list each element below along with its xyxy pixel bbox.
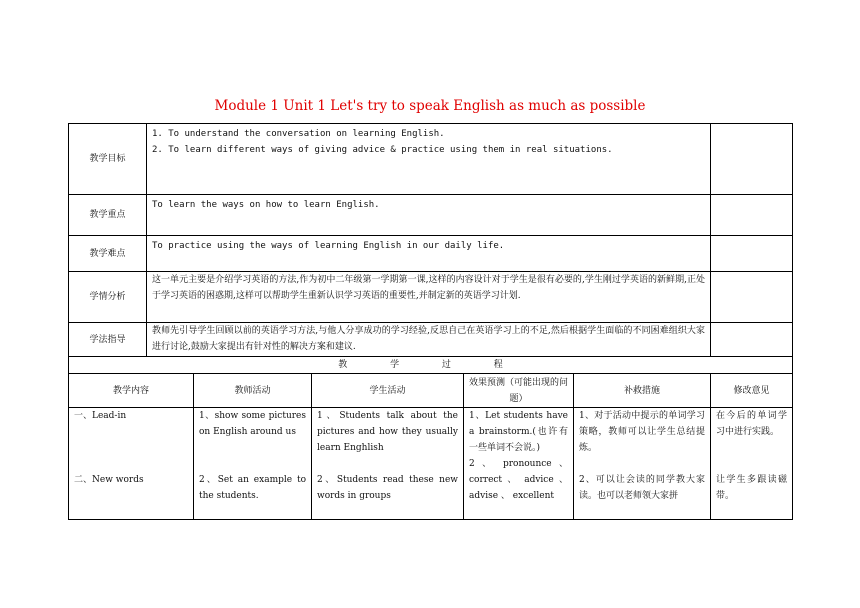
analysis-row (69, 272, 793, 323)
student-activity-2: 2、Students read these new words in groups (317, 475, 458, 501)
revision-2: 让学生多跟读磁带。 (716, 475, 788, 501)
focus-row (69, 195, 793, 236)
lesson-plan-table (68, 123, 793, 520)
revision-1: 在今后的单词学习中进行实践。 (716, 411, 788, 437)
new-words-item: 二、New words (74, 475, 144, 485)
method-row (69, 323, 793, 357)
goals-notes (711, 124, 793, 195)
analysis-notes (711, 272, 793, 323)
teacher-activity-2: 2、Set an example to the students. (199, 475, 306, 501)
goal-line-2: 2. To learn different ways of giving advice & practice using them in real situations. (152, 145, 613, 155)
teacher-activity-1: 1、show some pictures on English around us (199, 411, 306, 437)
difficulty-label: 教学难点 (69, 236, 147, 272)
header-content: 教学内容 (69, 374, 194, 408)
difficulty-row (69, 236, 793, 272)
process-title-row (69, 357, 793, 374)
header-teacher: 教师活动 (194, 374, 312, 408)
student-activity-1: 1、Students talk about the pictures and how they usually learn Enghlish (317, 411, 458, 453)
analysis-content: 这一单元主要是介绍学习英语的方法,作为初中二年级第一学期第一课,这样的内容设计对于学生是很有必要的,学生刚过学英语的新鲜期,正处于学习英语的困惑期,这样可以帮助学生重新认识学习英语的重要性,并制定新的英语学习计划. (147, 272, 711, 323)
method-content: 教师先引导学生回顾以前的英语学习方法,与他人分享成功的学习经验,反思自己在英语学习上的不足,然后根据学生面临的不同困难组织大家进行讨论,鼓励大家提出有针对性的解决方案和建议. (147, 323, 711, 357)
method-notes (711, 323, 793, 357)
page-title: Module 1 Unit 1 Let's try to speak English as much as possible (214, 98, 646, 114)
difficulty-notes (711, 236, 793, 272)
difficulty-content: To practice using the ways of learning English in our daily life. (147, 236, 711, 272)
focus-label: 教学重点 (69, 195, 147, 236)
content-cell (69, 408, 194, 520)
process-title: 教 学 过 程 (69, 357, 793, 374)
goals-row (69, 124, 793, 195)
focus-content: To learn the ways on how to learn English. (147, 195, 711, 236)
goals-content (147, 124, 711, 195)
remedy-1: 1、对于活动中提示的单词学习策略，教师可以让学生总结提炼。 (579, 411, 706, 453)
header-effect: 效果预测（可能出现的问题） (464, 374, 574, 408)
remedy-cell (574, 408, 711, 520)
header-revision: 修改意见 (711, 374, 793, 408)
effect-prediction-2: 2 、 pronounce 、 correct 、 advice 、 advise 、 excellent (469, 459, 568, 501)
focus-notes (711, 195, 793, 236)
header-remedy: 补救措施 (574, 374, 711, 408)
process-body-row (69, 408, 793, 520)
goal-line-1: 1. To understand the conversation on learning English. (152, 129, 445, 139)
student-cell (312, 408, 464, 520)
effect-cell (464, 408, 574, 520)
process-header-row (69, 374, 793, 408)
revision-cell (711, 408, 793, 520)
method-label: 学法指导 (69, 323, 147, 357)
analysis-label: 学情分析 (69, 272, 147, 323)
teacher-cell (194, 408, 312, 520)
effect-prediction-1: 1、Let students have a brainstorm.(也许有一些单词不会说。) (469, 411, 568, 453)
goals-label: 教学目标 (69, 124, 147, 195)
header-student: 学生活动 (312, 374, 464, 408)
remedy-2: 2、可以让会读的同学教大家读。也可以老师领大家拼 (579, 475, 706, 501)
lead-in-item: 一、Lead-in (74, 411, 127, 421)
